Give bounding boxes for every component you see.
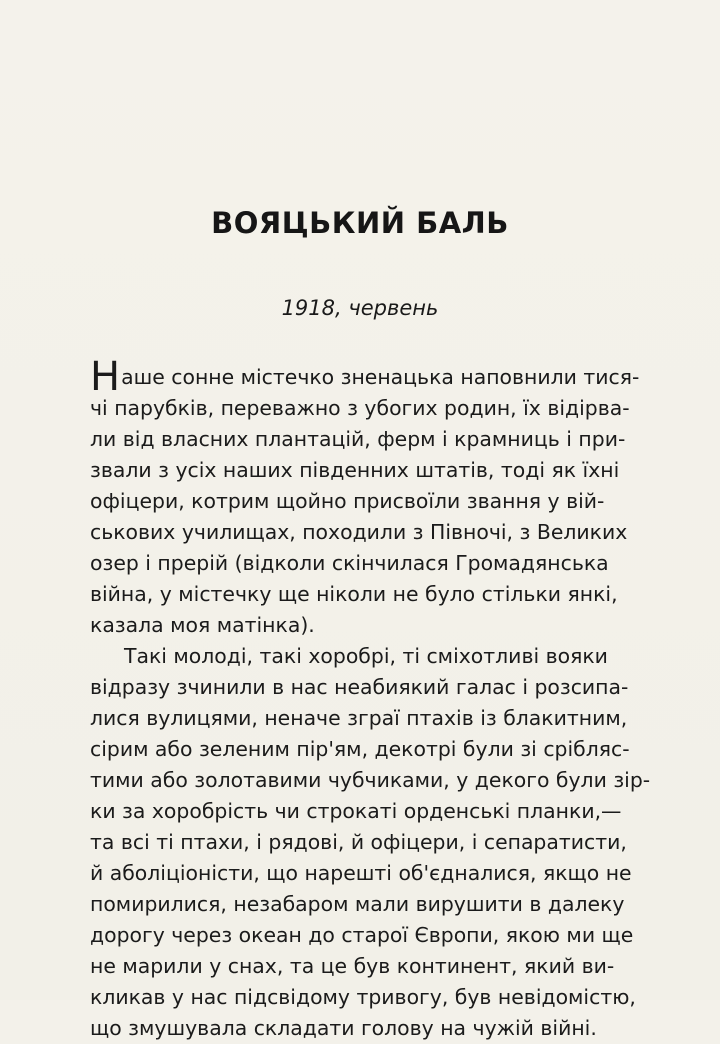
chapter-title: ВОЯЦЬКИЙ БАЛЬ	[211, 206, 509, 240]
body-text	[90, 354, 651, 1044]
text-line: й аболіціоністи, що нарешті об'єдналися, якщо не	[90, 861, 632, 885]
text-line: що змушувала складати голову на чужій війні.	[90, 1016, 597, 1040]
text-line: сірим або зеленим пір'ям, декотрі були зі срібляс-	[90, 737, 630, 761]
text-line: дорогу через океан до старої Європи, якою ми ще	[90, 923, 634, 947]
text-line: кликав у нас підсвідому тривогу, був невідомістю,	[90, 985, 636, 1009]
text-line: ки за хоробрість чи строкаті орденські планки,—	[90, 799, 622, 823]
text-line: озер і прерій (відколи скінчилася Громадянська	[90, 551, 609, 575]
paragraph-1	[90, 354, 640, 641]
text-line: офіцери, котрим щойно присвоїли звання у вій-	[90, 489, 605, 513]
text-line: не марили у снах, та це був континент, який ви-	[90, 954, 615, 978]
drop-cap: Н	[90, 354, 121, 400]
text-line	[90, 354, 640, 400]
text-line: звали з усіх наших південних штатів, тоді як їхні	[90, 458, 620, 482]
text-line: війна, у містечку ще ніколи не було стільки янкі,	[90, 582, 618, 606]
line-text: аше сонне містечко зненацька наповнили тися-	[121, 365, 640, 389]
text-line: ськових училищах, походили з Півночі, з Великих	[90, 520, 628, 544]
text-line: відразу зчинили в нас неабиякий галас і розсипа-	[90, 675, 629, 699]
text-line: лися вулицями, неначе зграї птахів із блакитним,	[90, 706, 628, 730]
text-line: казала моя матінка).	[90, 613, 315, 637]
text-line: чі парубків, переважно з убогих родин, їх відірва-	[90, 396, 630, 420]
text-line: помирилися, незабаром мали вирушити в далеку	[90, 892, 625, 916]
chapter-subtitle: 1918, червень	[281, 296, 439, 320]
text-line: тими або золотавими чубчиками, у декого були зір-	[90, 768, 651, 792]
paragraph-2	[90, 641, 651, 1044]
text-line: та всі ті птахи, і рядові, й офіцери, і сепаратисти,	[90, 830, 627, 854]
text-line: ли від власних плантацій, ферм і крамниць і при-	[90, 427, 626, 451]
text-line: Такі молоді, такі хоробрі, ті сміхотливі вояки	[124, 644, 608, 668]
line-content	[90, 354, 640, 400]
